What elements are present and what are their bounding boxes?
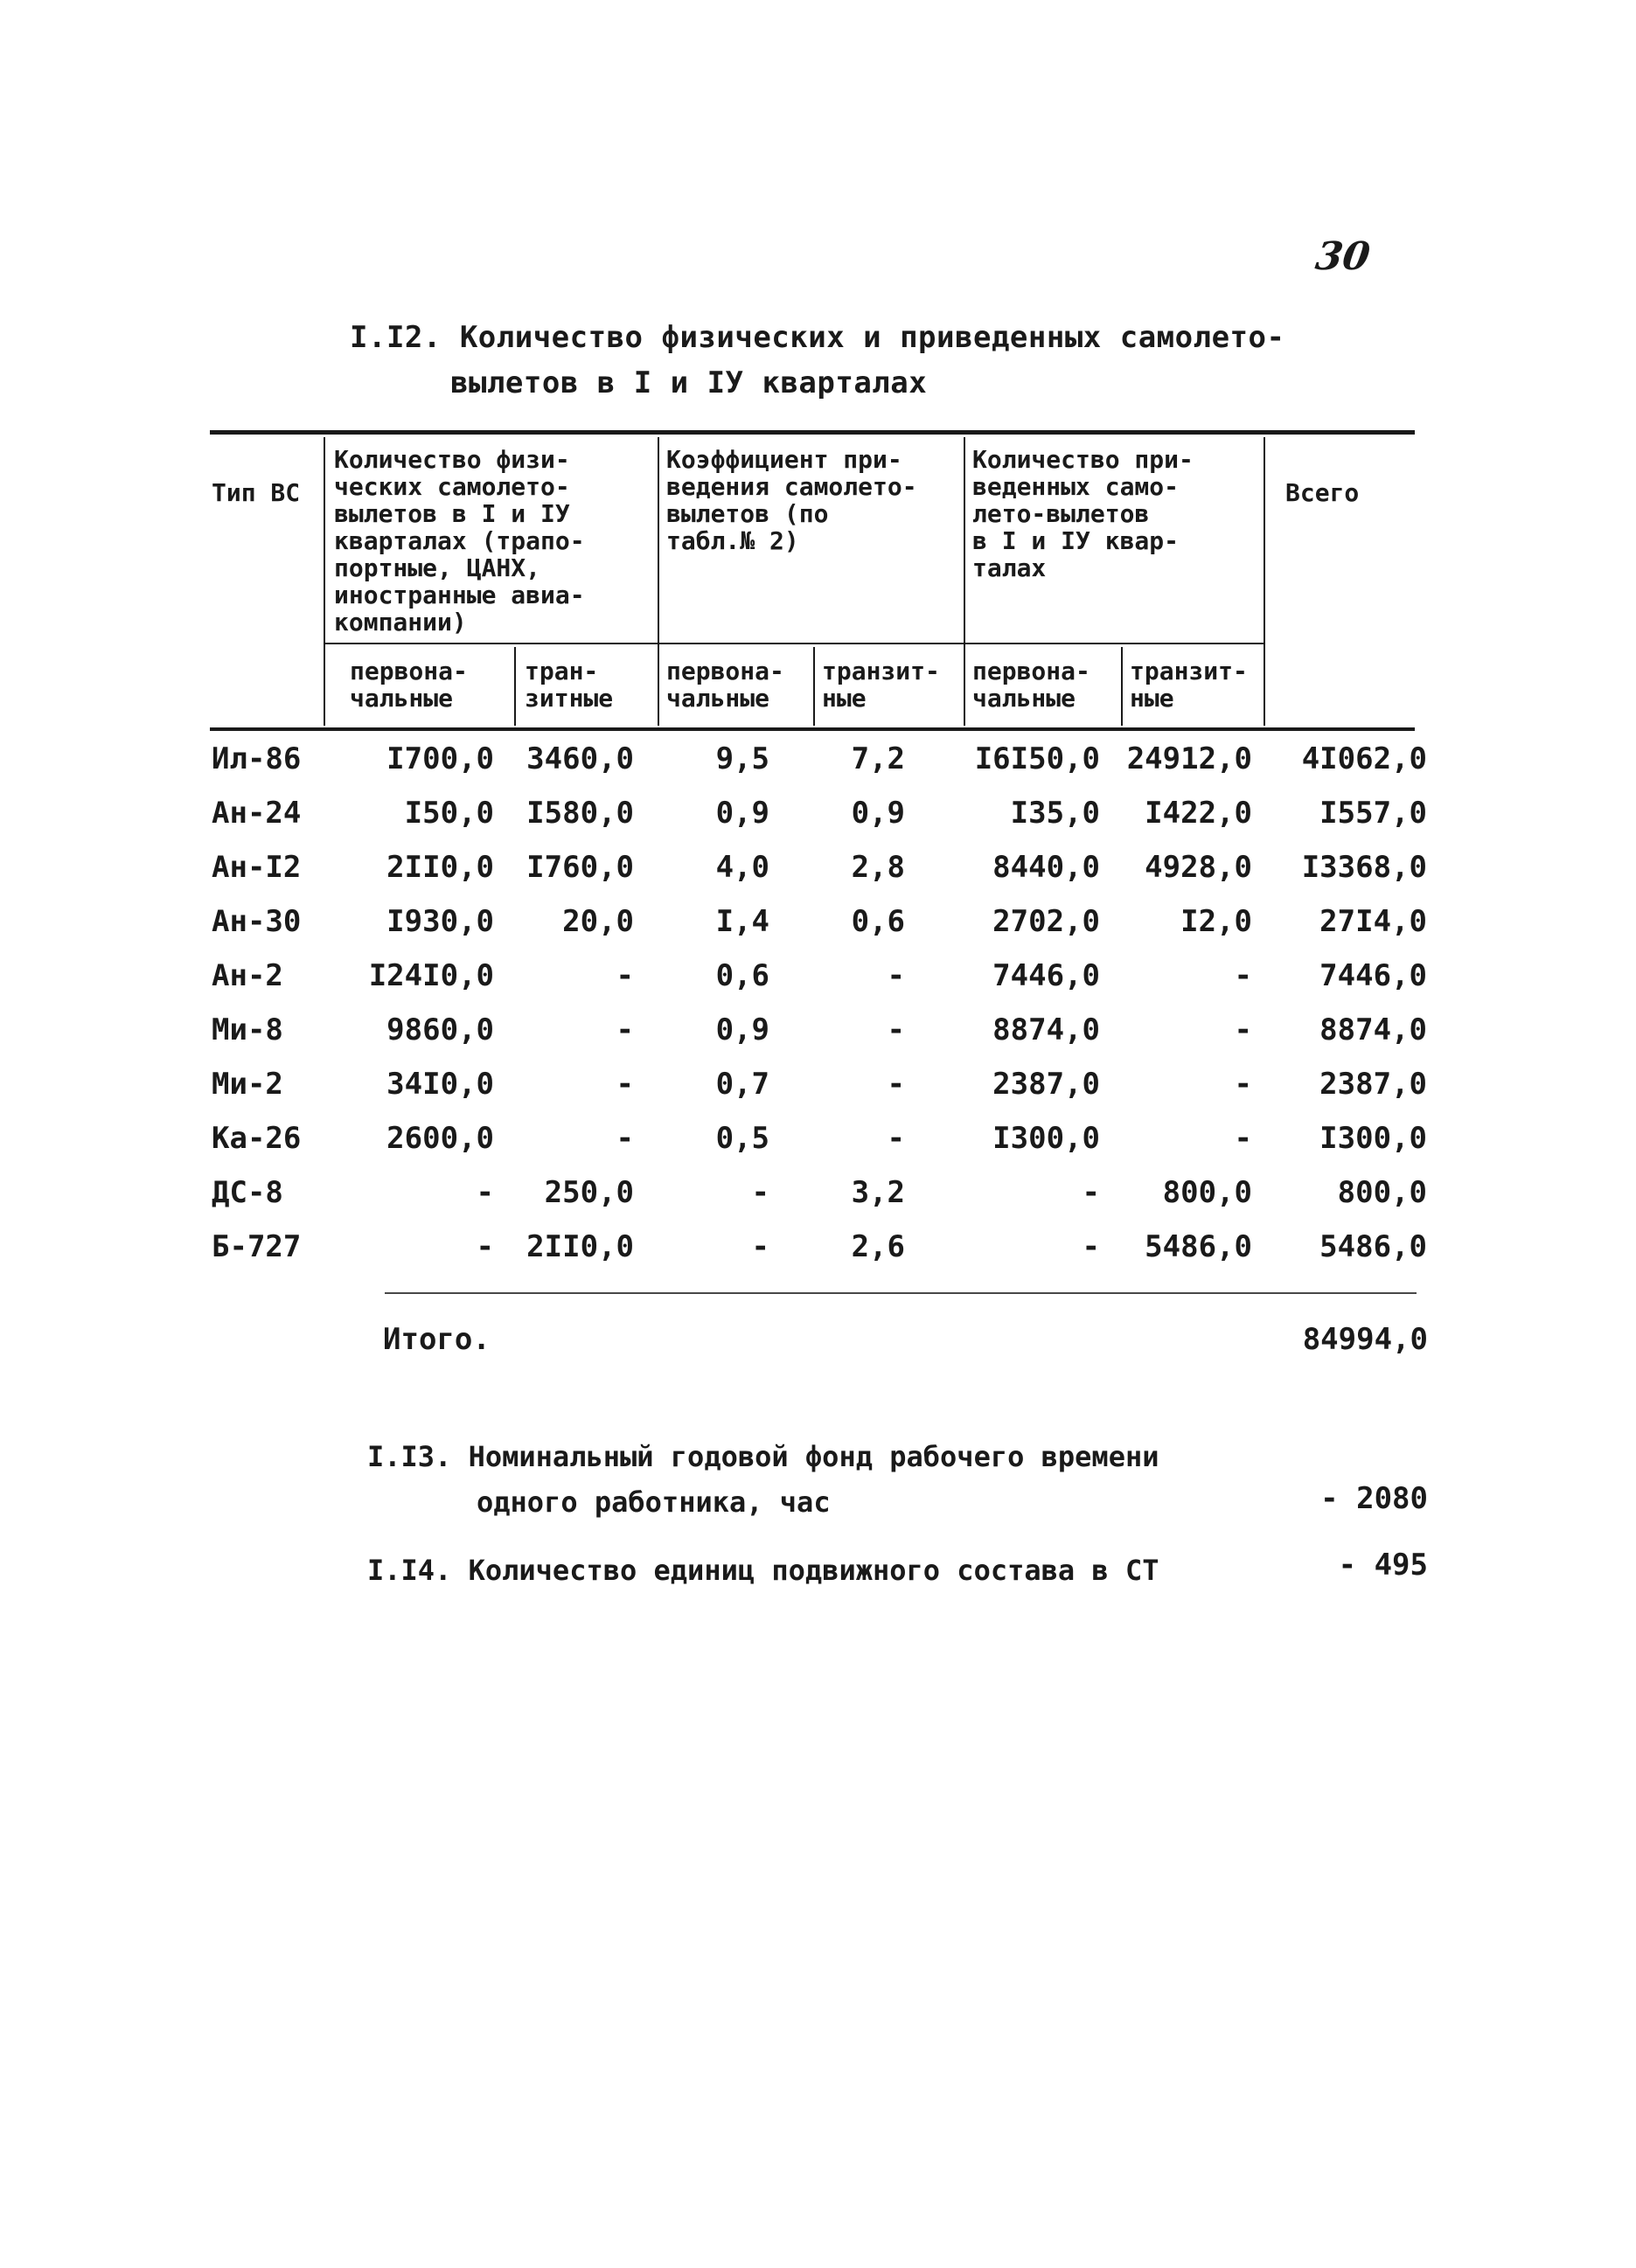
title-line-2: вылетов в I и IУ кварталах	[450, 365, 928, 400]
cell-coef_init-2: 4,0	[715, 850, 769, 885]
col-divider-2	[514, 647, 516, 726]
note-1-3-line1: I.I3. Номинальный годовой фонд рабочего времени	[367, 1440, 1159, 1473]
row-type-5: Ми-8	[212, 1012, 283, 1047]
subheader-phys-initial: первона- чальные	[350, 657, 468, 713]
cell-red_init-7: I300,0	[992, 1121, 1100, 1156]
cell-coef_trans-7: -	[887, 1121, 905, 1156]
row-type-2: Ан-I2	[212, 850, 302, 885]
page-number: 30	[1312, 234, 1373, 279]
cell-phys_init-7: 2600,0	[386, 1121, 494, 1156]
row-type-0: Ил-86	[212, 741, 302, 776]
note-1-4-value: - 495	[1338, 1548, 1428, 1583]
cell-phys_trans-8: 250,0	[544, 1175, 634, 1210]
col-divider-3	[658, 437, 659, 726]
cell-red_init-9: -	[1082, 1229, 1100, 1264]
note-1-3-line2: одного работника, час	[477, 1485, 831, 1519]
cell-phys_init-3: I930,0	[386, 904, 494, 939]
cell-red_init-2: 8440,0	[992, 850, 1100, 885]
col-divider-4	[813, 647, 815, 726]
cell-coef_trans-2: 2,8	[851, 850, 905, 885]
cell-red_trans-6: -	[1234, 1067, 1252, 1102]
cell-coef_init-0: 9,5	[715, 741, 769, 776]
cell-phys_trans-6: -	[616, 1067, 634, 1102]
subheader-coef-initial: первона- чальные	[666, 657, 784, 713]
row-type-6: Ми-2	[212, 1067, 283, 1102]
subheader-rule	[325, 643, 1265, 644]
cell-red_trans-0: 24912,0	[1126, 741, 1252, 776]
cell-phys_trans-9: 2II0,0	[526, 1229, 634, 1264]
cell-phys_init-8: -	[476, 1175, 494, 1210]
cell-red_init-1: I35,0	[1010, 796, 1100, 831]
row-type-4: Ан-2	[212, 958, 283, 993]
cell-phys_trans-3: 20,0	[562, 904, 634, 939]
cell-total-6: 2387,0	[1319, 1067, 1427, 1102]
cell-total-5: 8874,0	[1319, 1012, 1427, 1047]
section-title	[350, 315, 1399, 406]
cell-red_init-6: 2387,0	[992, 1067, 1100, 1102]
header-physical: Количество физи- ческих самолето- вылетов в I и IУ кварталах (трапо- портные, ЦАНХ, иностранные авиа- компании)	[334, 445, 585, 637]
cell-coef_trans-5: -	[887, 1012, 905, 1047]
col-divider-1	[324, 437, 325, 726]
col-divider-6	[1121, 647, 1123, 726]
cell-red_trans-8: 800,0	[1162, 1175, 1252, 1210]
cell-phys_trans-5: -	[616, 1012, 634, 1047]
cell-coef_init-9: -	[751, 1229, 769, 1264]
cell-total-3: 27I4,0	[1319, 904, 1427, 939]
cell-red_init-3: 2702,0	[992, 904, 1100, 939]
row-type-9: Б-727	[212, 1229, 302, 1264]
cell-phys_trans-2: I760,0	[526, 850, 634, 885]
cell-coef_init-5: 0,9	[715, 1012, 769, 1047]
cell-phys_trans-0: 3460,0	[526, 741, 634, 776]
cell-coef_trans-1: 0,9	[851, 796, 905, 831]
cell-total-8: 800,0	[1337, 1175, 1427, 1210]
cell-coef_trans-9: 2,6	[851, 1229, 905, 1264]
cell-phys_trans-7: -	[616, 1121, 634, 1156]
table-bottom-rule	[385, 1292, 1417, 1294]
row-type-8: ДС-8	[212, 1175, 283, 1210]
cell-coef_init-8: -	[751, 1175, 769, 1210]
note-1-3-value: - 2080	[1320, 1481, 1428, 1516]
header-coef: Коэффициент при- ведения самолето- вылетов (по табл.№ 2)	[666, 445, 917, 555]
table-top-rule	[210, 430, 1415, 435]
cell-coef_trans-6: -	[887, 1067, 905, 1102]
cell-phys_init-4: I24I0,0	[368, 958, 494, 993]
note-1-3	[367, 1434, 1159, 1525]
cell-phys_init-1: I50,0	[404, 796, 494, 831]
subheader-red-transit: транзит- ные	[1130, 657, 1248, 713]
cell-total-4: 7446,0	[1319, 958, 1427, 993]
cell-coef_trans-4: -	[887, 958, 905, 993]
header-total: Всего	[1285, 478, 1360, 507]
subheader-phys-transit: тран- зитные	[525, 657, 614, 713]
cell-red_trans-7: -	[1234, 1121, 1252, 1156]
title-line-1: I.I2. Количество физических и приведенных самолето-	[350, 320, 1285, 355]
row-type-1: Ан-24	[212, 796, 302, 831]
cell-coef_init-7: 0,5	[715, 1121, 769, 1156]
subheader-coef-transit: транзит- ные	[822, 657, 940, 713]
cell-phys_init-6: 34I0,0	[386, 1067, 494, 1102]
cell-red_trans-3: I2,0	[1180, 904, 1252, 939]
cell-red_init-0: I6I50,0	[974, 741, 1100, 776]
cell-total-2: I3368,0	[1301, 850, 1427, 885]
subheader-red-initial: первона- чальные	[972, 657, 1090, 713]
header-type: Тип ВС	[212, 478, 301, 507]
cell-phys_init-0: I700,0	[386, 741, 494, 776]
cell-coef_init-3: I,4	[715, 904, 769, 939]
cell-red_init-5: 8874,0	[992, 1012, 1100, 1047]
total-label: Итого.	[383, 1322, 491, 1357]
cell-phys_trans-4: -	[616, 958, 634, 993]
cell-coef_trans-3: 0,6	[851, 904, 905, 939]
col-divider-7	[1264, 437, 1265, 726]
cell-coef_trans-8: 3,2	[851, 1175, 905, 1210]
cell-coef_init-6: 0,7	[715, 1067, 769, 1102]
cell-red_init-4: 7446,0	[992, 958, 1100, 993]
cell-phys_init-5: 9860,0	[386, 1012, 494, 1047]
cell-red_trans-2: 4928,0	[1145, 850, 1252, 885]
header-reduced: Количество при- веденных само- лето-вылетов в I и IУ квар- талах	[972, 445, 1194, 582]
note-1-4-line1: I.I4. Количество единиц подвижного состава в СТ	[367, 1554, 1159, 1587]
note-1-4	[367, 1548, 1159, 1593]
cell-phys_trans-1: I580,0	[526, 796, 634, 831]
cell-red_trans-4: -	[1234, 958, 1252, 993]
cell-total-0: 4I062,0	[1301, 741, 1427, 776]
row-type-3: Ан-30	[212, 904, 302, 939]
cell-total-9: 5486,0	[1319, 1229, 1427, 1264]
row-type-7: Ка-26	[212, 1121, 302, 1156]
cell-phys_init-2: 2II0,0	[386, 850, 494, 885]
cell-phys_init-9: -	[476, 1229, 494, 1264]
total-value: 84994,0	[1302, 1322, 1428, 1357]
cell-red_trans-5: -	[1234, 1012, 1252, 1047]
cell-red_init-8: -	[1082, 1175, 1100, 1210]
header-bottom-rule	[210, 727, 1415, 731]
cell-red_trans-1: I422,0	[1145, 796, 1252, 831]
cell-red_trans-9: 5486,0	[1145, 1229, 1252, 1264]
cell-coef_init-1: 0,9	[715, 796, 769, 831]
cell-coef_trans-0: 7,2	[851, 741, 905, 776]
cell-coef_init-4: 0,6	[715, 958, 769, 993]
cell-total-7: I300,0	[1319, 1121, 1427, 1156]
cell-total-1: I557,0	[1319, 796, 1427, 831]
col-divider-5	[964, 437, 965, 726]
